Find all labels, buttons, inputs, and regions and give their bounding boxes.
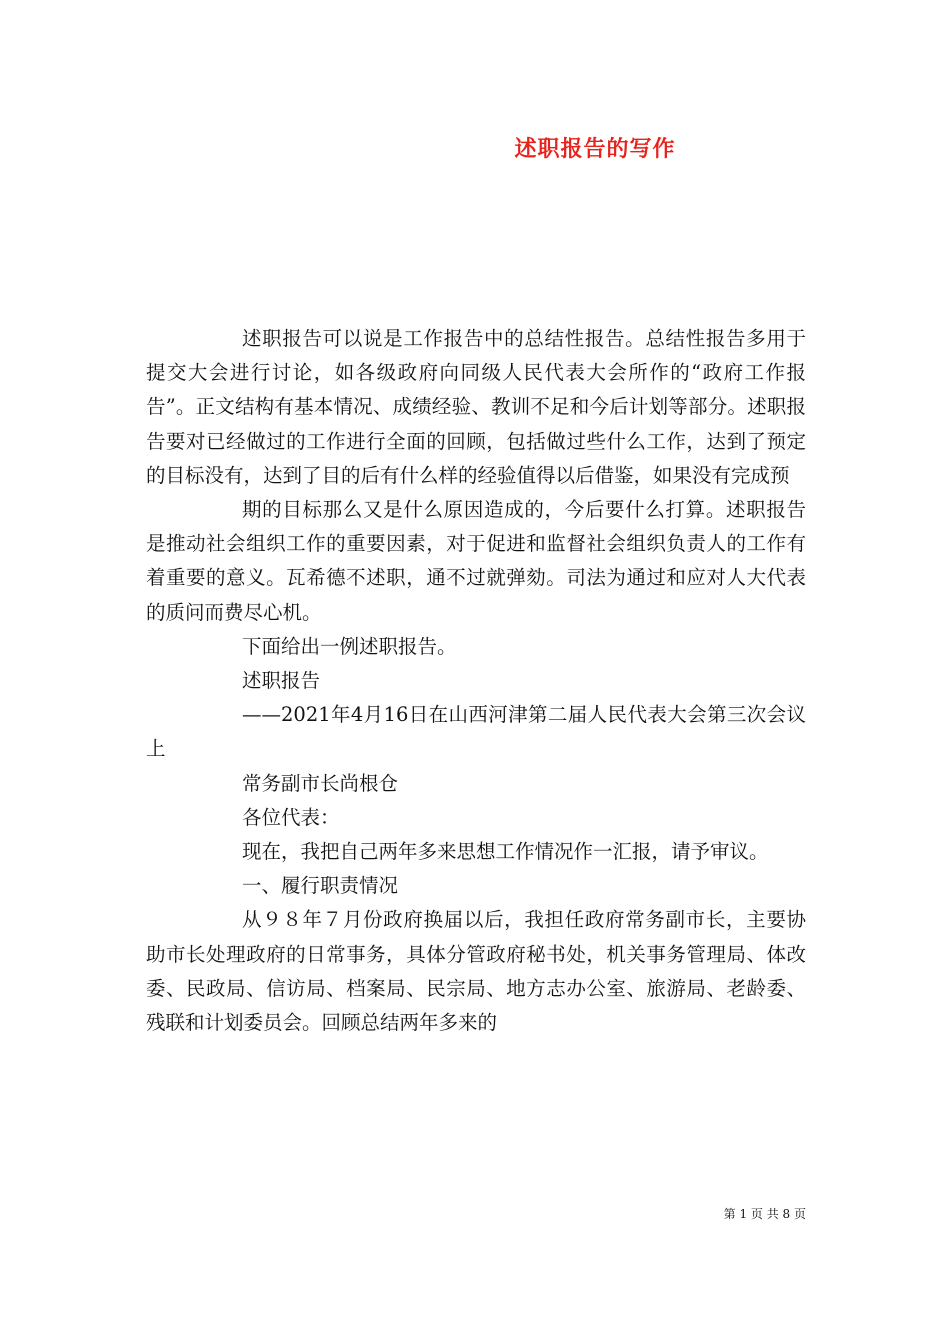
page-indicator: 第 1 页 共 8 页 xyxy=(723,1207,806,1221)
paragraph: 现在，我把自己两年多来思想工作情况作一汇报，请予审议。 xyxy=(242,840,769,864)
report-author: 常务副市长尚根仓 xyxy=(242,771,399,795)
paragraph: 期的目标那么又是什么原因造成的，今后要什么打算。述职报告是推动社会组织工作的重要因素，对于促进和监督社会组织负责人的工作有着重要的意义。瓦希德不述职，通不过就弹劾。司法为通过和应对人大代表的质问而费尽心机。 xyxy=(146,498,806,624)
salutation: 各位代表： xyxy=(242,805,340,829)
document-body xyxy=(146,322,806,1040)
section-heading: 一、履行职责情况 xyxy=(242,874,399,898)
paragraph: 述职报告可以说是工作报告中的总结性报告。总结性报告多用于提交大会进行讨论，如各级政府向同级人民代表大会所作的“政府工作报告”。正文结构有基本情况、成绩经验、教训不足和今后计划等部分。述职报告要对已经做过的工作进行全面的回顾，包括做过些什么工作，达到了预定的目标没有，达到了目的后有什么样的经验值得以后借鉴，如果没有完成预 xyxy=(146,327,806,487)
paragraph: 从９８年７月份政府换届以后，我担任政府常务副市长，主要协助市长处理政府的日常事务，具体分管政府秘书处，机关事务管理局、体改委、民政局、信访局、档案局、民宗局、地方志办公室、旅游局、老龄委、残联和计划委员会。回顾总结两年多来的 xyxy=(146,908,806,1035)
document-title: 述职报告的写作 xyxy=(514,136,676,162)
report-subtitle: ——2021年4月16日在山西河津第二届人民代表大会第三次会议上 xyxy=(146,703,806,761)
paragraph: 下面给出一例述职报告。 xyxy=(242,634,457,658)
report-heading: 述职报告 xyxy=(242,669,321,693)
